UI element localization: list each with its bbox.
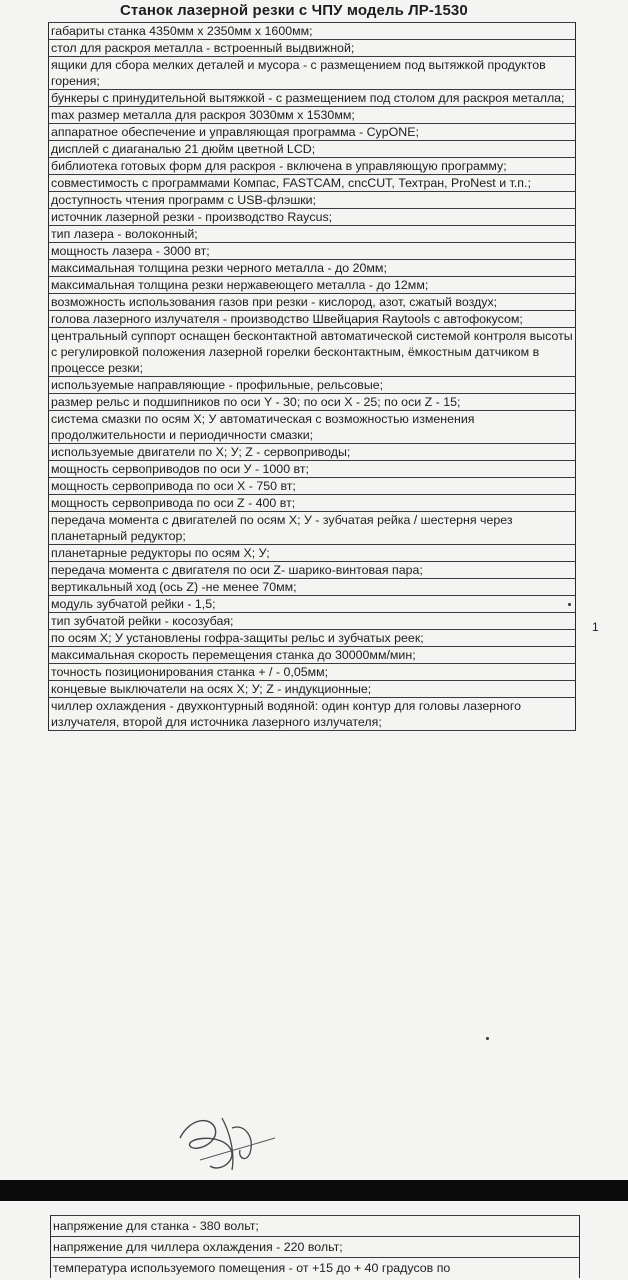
spec-row-text: max размер металла для раскроя 3030мм х 1530мм;: [49, 107, 576, 124]
dot-mark: [568, 603, 571, 606]
spec-row-text: возможность использования газов при резки - кислород, азот, сжатый воздух;: [49, 294, 576, 311]
spec-row-text: совместимость с программами Компас, FASTCAM, cncCUT, Техтран, ProNest и т.п.;: [49, 175, 576, 192]
spec-row: [49, 311, 576, 328]
spec-row-text: аппаратное обеспечение и управляющая программа - CypONE;: [49, 124, 576, 141]
spec-row-text: используемые двигатели по X; У; Z - сервоприводы;: [49, 444, 576, 461]
spec-row: [49, 175, 576, 192]
spec-row-text: концевые выключатели на осях X; У; Z - индукционные;: [49, 681, 576, 698]
spec-row: [49, 478, 576, 495]
spec-row-text: ящики для сбора мелких деталей и мусора - с размещением под вытяжкой продуктов горения;: [49, 57, 576, 90]
spec-row: [49, 90, 576, 107]
spec-row: [49, 328, 576, 377]
spec-row-text: стол для раскроя металла - встроенный выдвижной;: [49, 40, 576, 57]
spec-row-text: передача момента с двигателей по осям X; У - зубчатая рейка / шестерня через планетарный редуктор;: [49, 512, 576, 545]
page-number: 1: [592, 620, 599, 634]
handwritten-signature: [160, 1098, 290, 1178]
spec-row-text: напряжение для чиллера охлаждения - 220 вольт;: [51, 1237, 580, 1258]
spec-row: [49, 630, 576, 647]
spec-row: [49, 141, 576, 158]
spec-row-text: библиотека готовых форм для раскроя - включена в управляющую программу;: [49, 158, 576, 175]
spec-row: [49, 647, 576, 664]
spec-row: [49, 579, 576, 596]
spec-row-text: размер рельс и подшипников по оси Y - 30; по оси X - 25; по оси Z - 15;: [49, 394, 576, 411]
spec-row-text: мощность лазера - 3000 вт;: [49, 243, 576, 260]
spec-row: [49, 664, 576, 681]
spec-row: [49, 226, 576, 243]
spec-row: [49, 613, 576, 630]
spec-row-text: система смазки по осям X; У автоматическая с возможностью изменения продолжительности и периодичности смазки;: [49, 411, 576, 444]
spec-row-text: максимальная толщина резки черного металла - до 20мм;: [49, 260, 576, 277]
spec-row-text: точность позиционирования станка + / - 0,05мм;: [49, 664, 576, 681]
spec-row-text: модуль зубчатой рейки - 1,5;: [49, 596, 576, 613]
spec-row-text: планетарные редукторы по осям X; У;: [49, 545, 576, 562]
spec-row: [49, 40, 576, 57]
spec-row-text: максимальная скорость перемещения станка до 30000мм/мин;: [49, 647, 576, 664]
spec-row-text: по осям X; У установлены гофра-защиты рельс и зубчатых реек;: [49, 630, 576, 647]
spec-row-text: чиллер охлаждения - двухконтурный водяной: один контур для головы лазерного излучателя, второй для источника лазерного излучателя;: [49, 698, 576, 731]
spec-row-text: тип зубчатой рейки - косозубая;: [49, 613, 576, 630]
spec-row-text: напряжение для станка - 380 вольт;: [51, 1216, 580, 1237]
spec-row-text: используемые направляющие - профильные, рельсовые;: [49, 377, 576, 394]
spec-row: [51, 1216, 580, 1237]
spec-row: [49, 596, 576, 613]
spec-row: [49, 461, 576, 478]
spec-row: [49, 698, 576, 731]
spec-row: [51, 1258, 580, 1279]
spec-row-text: мощность сервоприводов по оси У - 1000 вт;: [49, 461, 576, 478]
dot-mark: [486, 1037, 489, 1040]
spec-row-text: центральный суппорт оснащен бесконтактной автоматической системой контроля высоты с регулировкой положения лазерной горелки бесконтактным, ёмкостным датчиком в процессе резки;: [49, 328, 576, 377]
document-page-2: [0, 1201, 628, 1280]
spec-row: [49, 394, 576, 411]
spec-row: [49, 411, 576, 444]
spec-row: [49, 444, 576, 461]
spec-row: [49, 124, 576, 141]
spec-row: [49, 158, 576, 175]
spec-row-text: габариты станка 4350мм х 2350мм х 1600мм;: [49, 23, 576, 40]
spec-row: [49, 294, 576, 311]
spec-row-text: тип лазера - волоконный;: [49, 226, 576, 243]
spec-row: [49, 545, 576, 562]
spec-row-text: доступность чтения программ с USB-флэшки;: [49, 192, 576, 209]
spec-row-text: температура используемого помещения - от +15 до + 40 градусов по: [51, 1258, 580, 1279]
spec-row: [49, 192, 576, 209]
spec-row-text: голова лазерного излучателя - производство Швейцария Raytools с автофокусом;: [49, 311, 576, 328]
spec-row: [49, 512, 576, 545]
spec-row-text: вертикальный ход (ось Z) -не менее 70мм;: [49, 579, 576, 596]
spec-row: [49, 495, 576, 512]
spec-row: [49, 243, 576, 260]
spec-row: [49, 209, 576, 226]
spec-row: [49, 107, 576, 124]
spec-table: [48, 22, 576, 731]
spec-row: [49, 57, 576, 90]
spec-row: [49, 562, 576, 579]
spec-row-text: мощность сервопривода по оси Z - 400 вт;: [49, 495, 576, 512]
spec-row: [49, 277, 576, 294]
spec-row: [49, 377, 576, 394]
spec-row-text: мощность сервопривода по оси X - 750 вт;: [49, 478, 576, 495]
spec-row: [49, 260, 576, 277]
spec-row-text: бункеры с принудительной вытяжкой - с размещением под столом для раскроя металла;: [49, 90, 576, 107]
page-gap: [0, 1180, 628, 1201]
spec-row-text: дисплей с диаганалью 21 дюйм цветной LCD;: [49, 141, 576, 158]
spec-table-continued: [50, 1215, 580, 1278]
spec-row-text: максимальная толщина резки нержавеющего металла - до 12мм;: [49, 277, 576, 294]
spec-row: [51, 1237, 580, 1258]
document-title: Станок лазерной резки с ЧПУ модель ЛР-1530: [120, 2, 468, 19]
spec-row: [49, 681, 576, 698]
spec-row-text: источник лазерной резки - производство Raycus;: [49, 209, 576, 226]
spec-row: [49, 23, 576, 40]
spec-row-text: передача момента с двигателя по оси Z- шарико-винтовая пара;: [49, 562, 576, 579]
